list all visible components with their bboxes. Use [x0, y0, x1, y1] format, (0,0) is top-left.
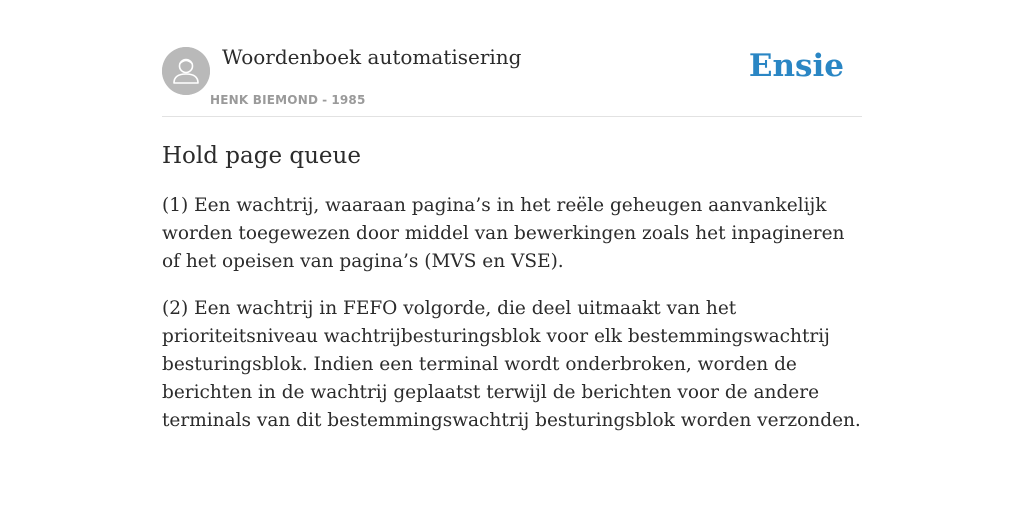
author-avatar[interactable]: [162, 47, 210, 95]
author-line: [210, 93, 366, 107]
page-header: [162, 0, 862, 117]
author-name[interactable]: HENK BIEMOND: [210, 93, 319, 107]
user-avatar-icon: [162, 47, 210, 95]
definition-2: (2) Een wachtrij in FEFO volgorde, die deel uitmaakt van het prioriteitsniveau wachtrijbesturingsblok voor elk bestemmingswachtrij besturingsblok. Indien een terminal wordt onderbroken, worden de berichten in de wachtrij geplaatst terwijl de berichten voor de andere terminals van dit bestemmingswachtrij besturingsblok worden verzonden.: [162, 298, 861, 431]
brand-logo[interactable]: Ensie: [748, 48, 844, 84]
book-title-link[interactable]: Woordenboek automatisering: [222, 45, 522, 69]
entry-title: Hold page queue: [162, 143, 361, 169]
page-container: [162, 0, 862, 435]
author-separator: -: [322, 93, 328, 107]
publication-year: 1985: [331, 93, 366, 107]
definition-1: (1) Een wachtrij, waaraan pagina’s in het reële geheugen aanvankelijk worden toegewezen door middel van bewerkingen zoals het inpagineren of het opeisen van pagina’s (MVS en VSE).: [162, 195, 845, 272]
